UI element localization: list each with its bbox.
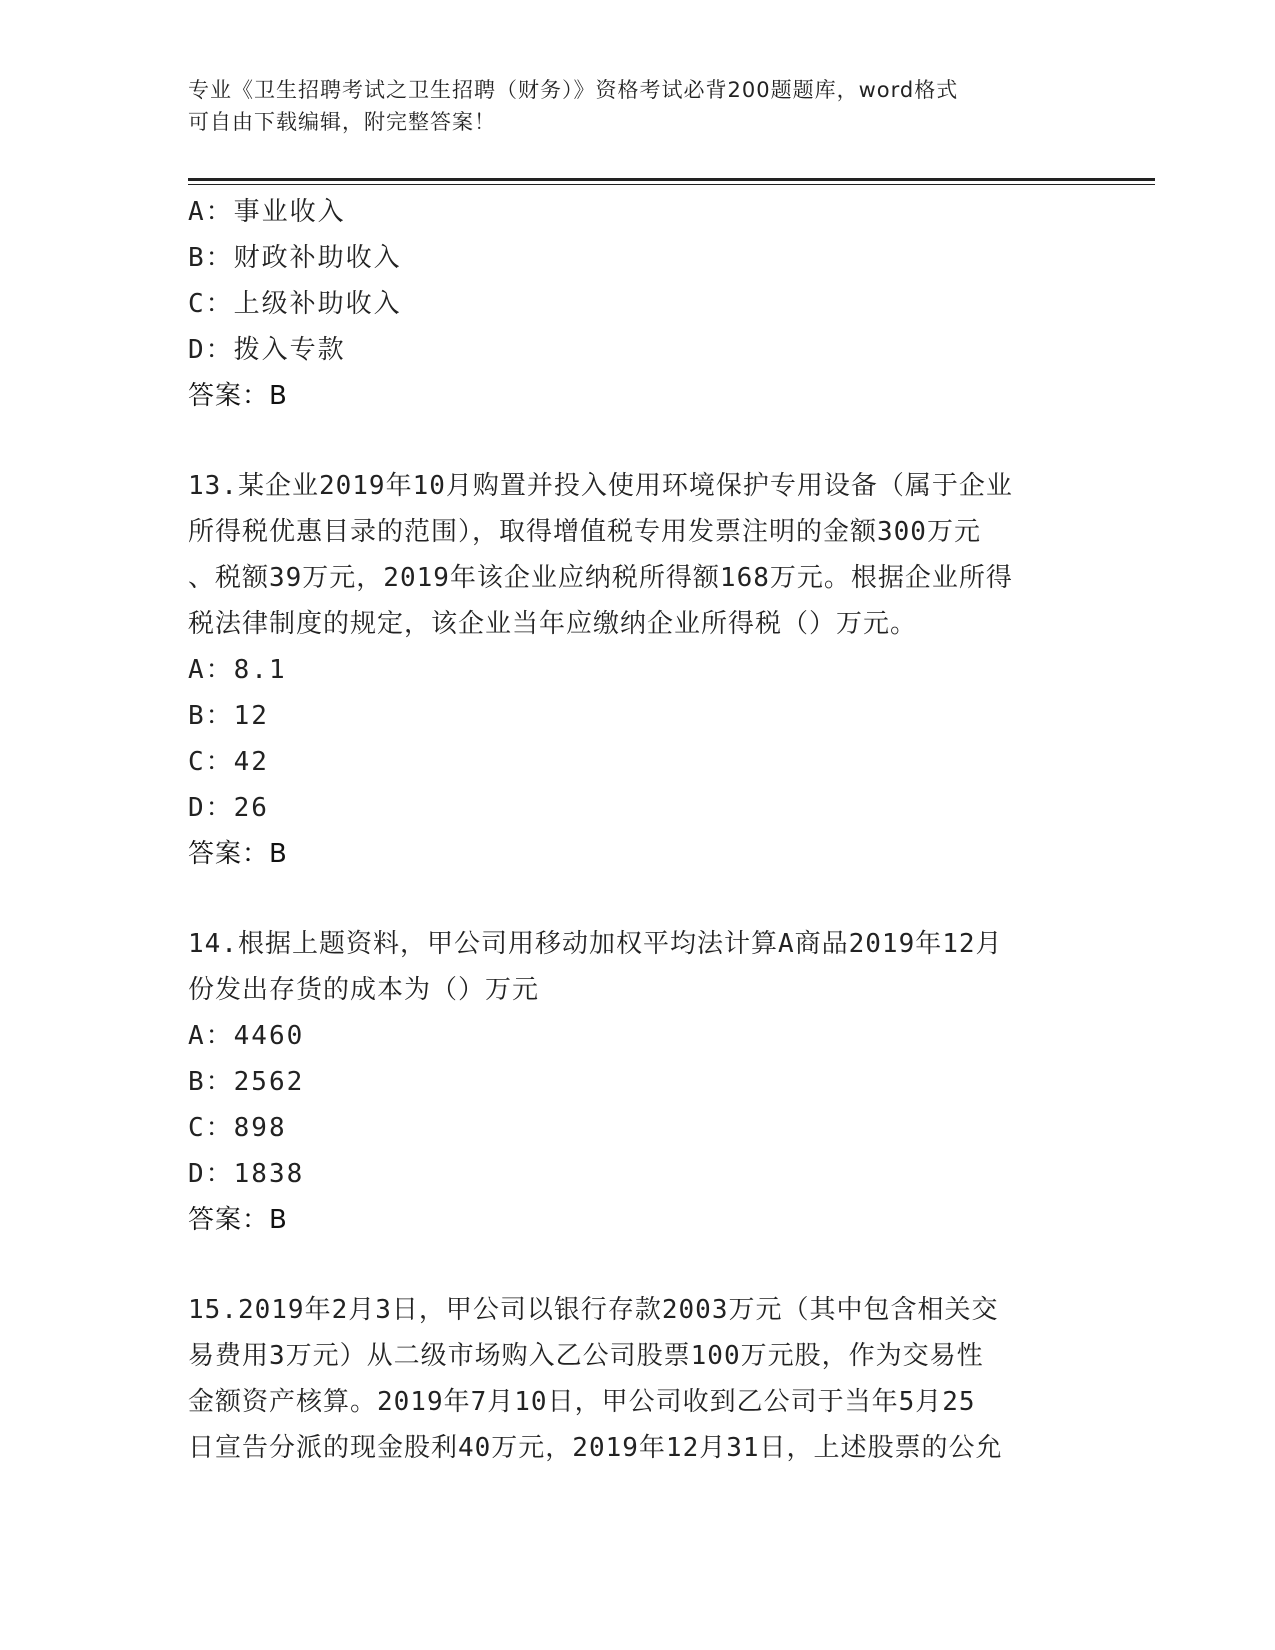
option-b: B：12	[188, 701, 269, 731]
question-14-line-2: 份发出存货的成本为（）万元	[188, 975, 540, 1005]
answer-line: 答案：B	[188, 839, 288, 869]
question-block-13	[188, 463, 1088, 877]
option-a: A：事业收入	[188, 197, 346, 227]
header-line-2: 可自由下载编辑，附完整答案！	[188, 110, 496, 134]
option-a: A：8.1	[188, 655, 287, 685]
document-header	[188, 74, 1088, 138]
spacer	[188, 419, 1088, 463]
question-block-15	[188, 1287, 1088, 1471]
header-line-1: 专业《卫生招聘考试之卫生招聘（财务）》资格考试必背200题题库，word格式	[188, 78, 959, 102]
question-15-line-3: 金额资产核算。2019年7月10日，甲公司收到乙公司于当年5月25	[188, 1387, 976, 1417]
question-14-line-1: 14.根据上题资料，甲公司用移动加权平均法计算A商品2019年12月	[188, 929, 1003, 959]
question-block-12	[188, 189, 1088, 419]
option-b: B：2562	[188, 1067, 305, 1097]
option-d: D：1838	[188, 1159, 305, 1189]
question-15-line-4: 日宣告分派的现金股利40万元，2019年12月31日，上述股票的公允	[188, 1433, 1003, 1463]
question-15-line-2: 易费用3万元）从二级市场购入乙公司股票100万元股，作为交易性	[188, 1341, 984, 1371]
option-c: C：上级补助收入	[188, 289, 402, 319]
question-15-line-1: 15.2019年2月3日，甲公司以银行存款2003万元（其中包含相关交	[188, 1295, 999, 1325]
question-13-line-1: 13.某企业2019年10月购置并投入使用环境保护专用设备（属于企业	[188, 471, 1013, 501]
document-body	[188, 189, 1088, 1471]
spacer	[188, 1243, 1088, 1287]
header-rule-thin	[188, 184, 1155, 185]
header-rule-thick	[188, 178, 1155, 181]
option-c: C：42	[188, 747, 269, 777]
spacer	[188, 877, 1088, 921]
option-b: B：财政补助收入	[188, 243, 402, 273]
question-13-line-2: 所得税优惠目录的范围），取得增值税专用发票注明的金额300万元	[188, 517, 981, 547]
question-13-line-4: 税法律制度的规定，该企业当年应缴纳企业所得税（）万元。	[188, 609, 918, 639]
question-block-14	[188, 921, 1088, 1243]
answer-line: 答案：B	[188, 1205, 288, 1235]
option-d: D：26	[188, 793, 269, 823]
question-13-line-3: 、税额39万元，2019年该企业应纳税所得额168万元。根据企业所得	[188, 563, 1013, 593]
answer-line: 答案：B	[188, 381, 288, 411]
option-d: D：拨入专款	[188, 335, 346, 365]
option-c: C：898	[188, 1113, 287, 1143]
option-a: A：4460	[188, 1021, 305, 1051]
